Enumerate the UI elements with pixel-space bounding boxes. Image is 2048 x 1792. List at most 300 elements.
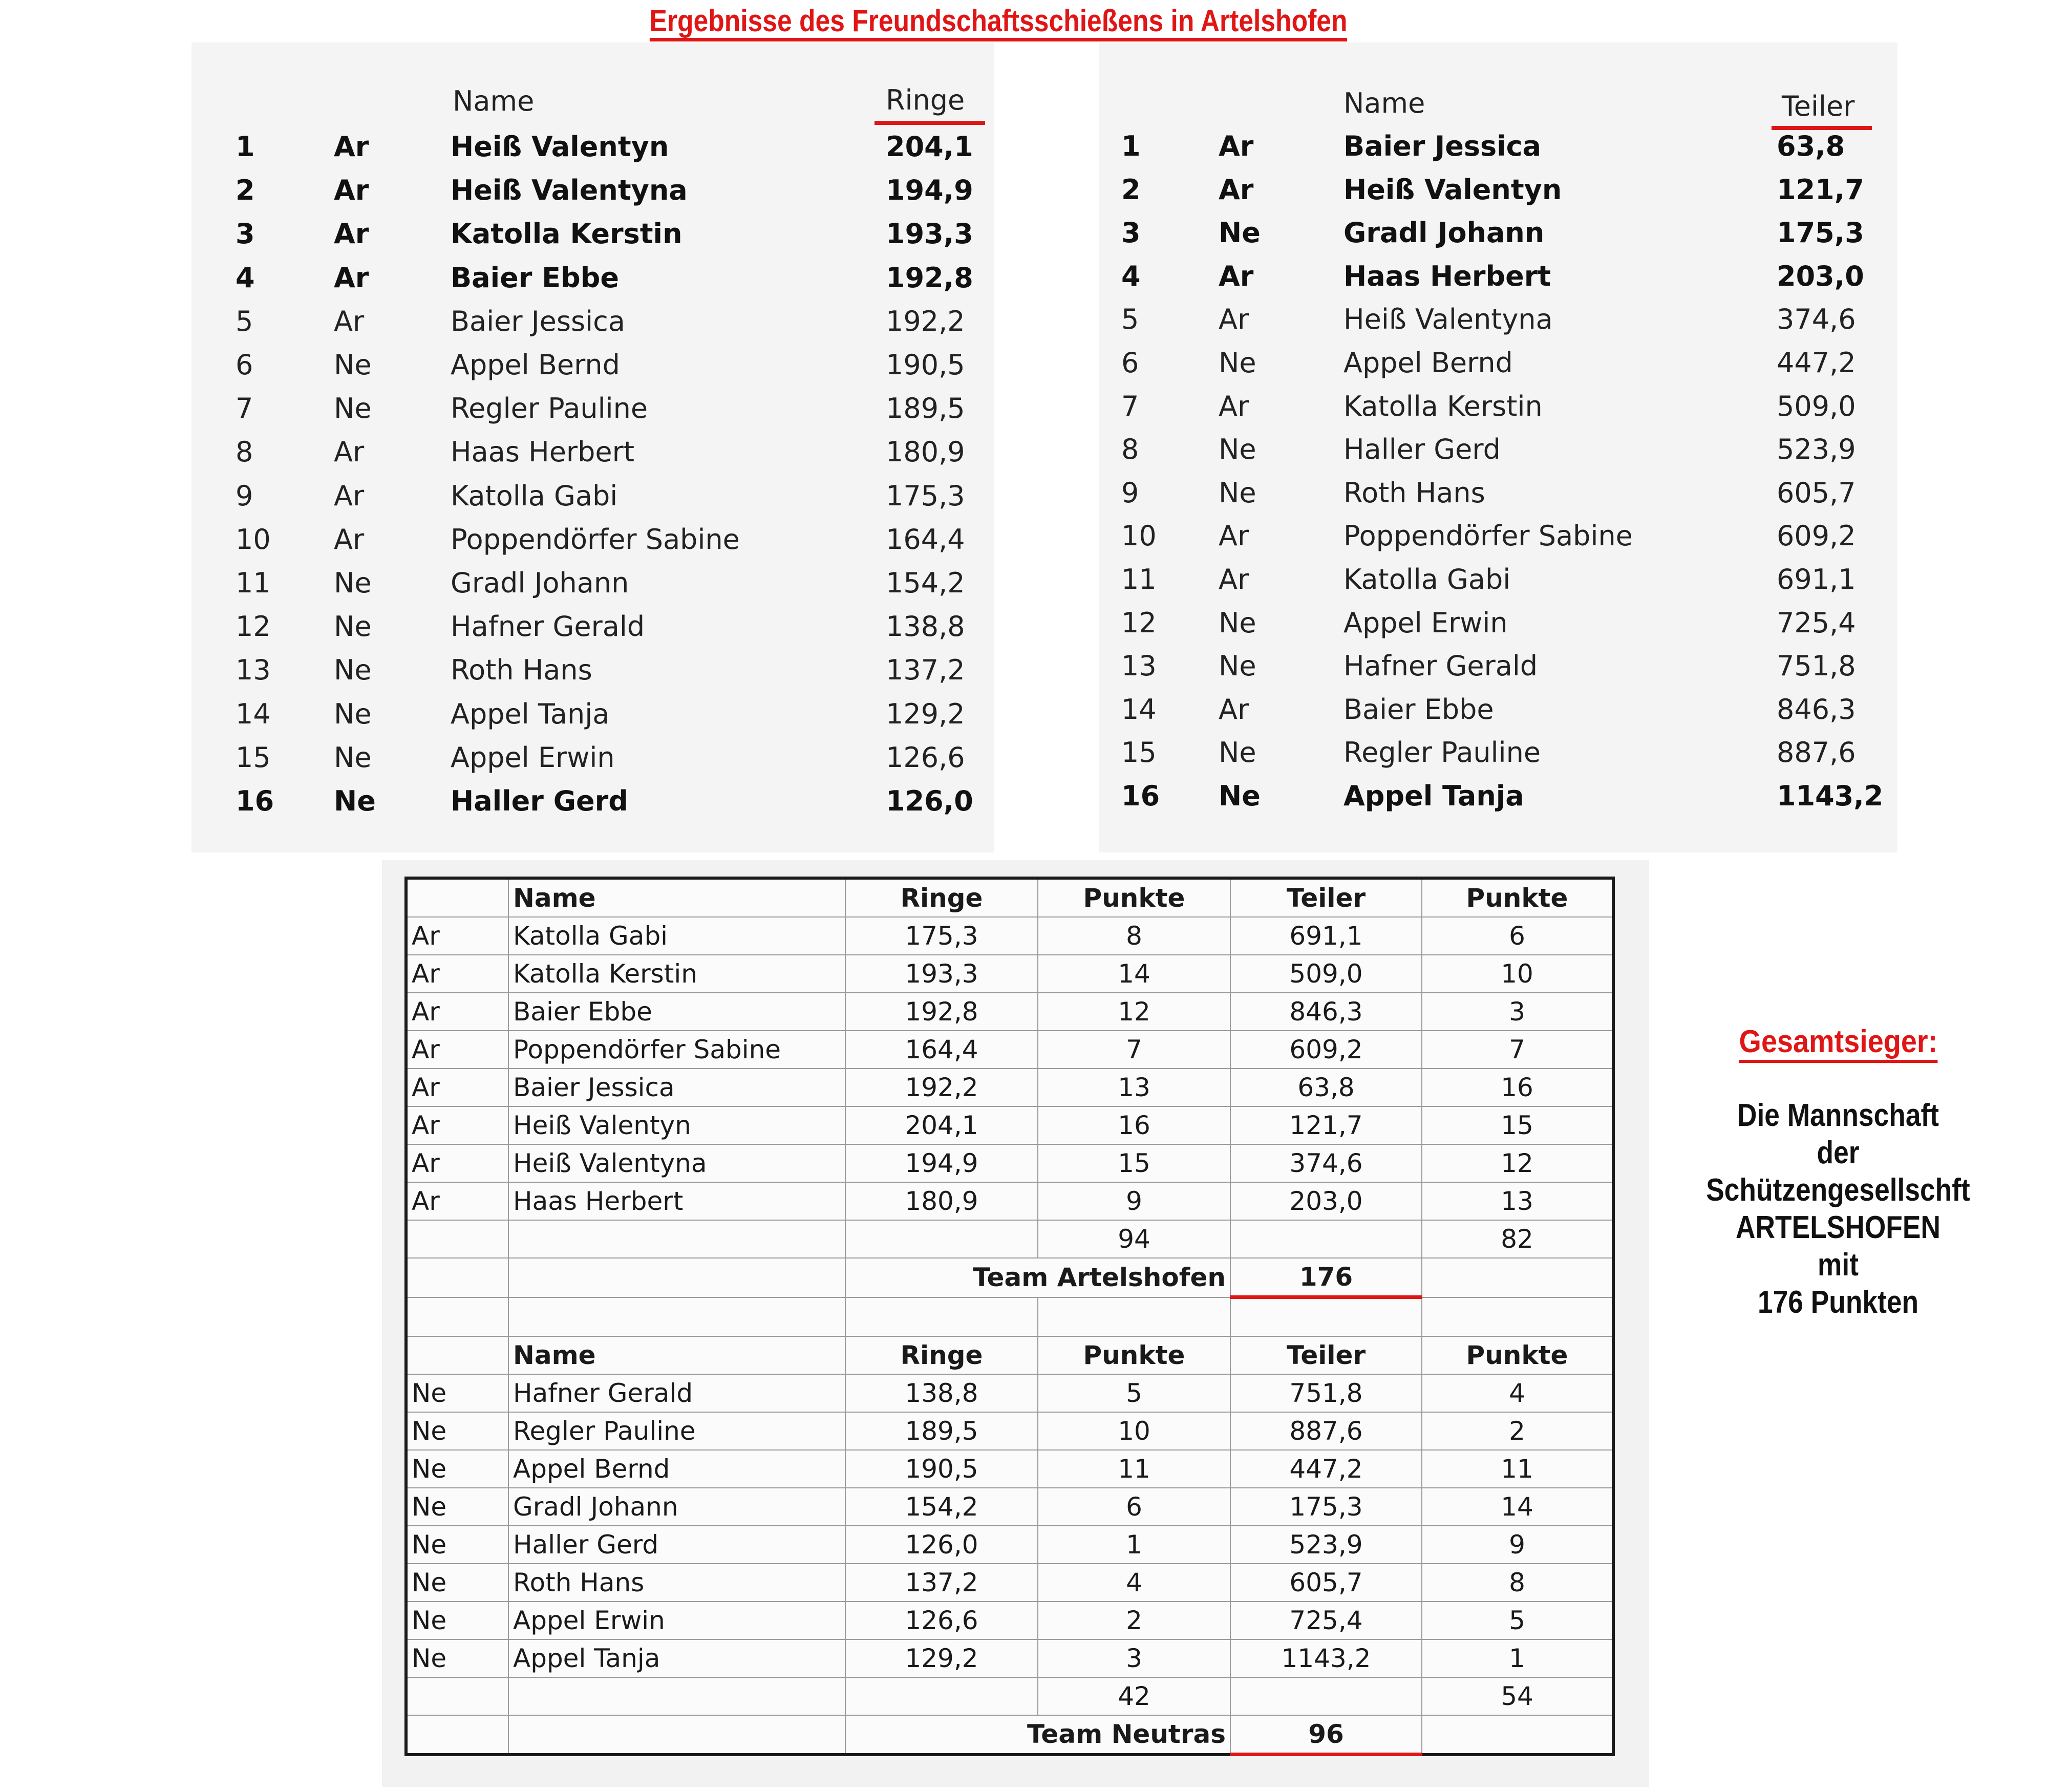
ringe-row [225,567,993,610]
cell-team: Ar [406,1031,508,1069]
cell-punkte-ringe: 1 [1038,1526,1230,1564]
teiler-row [1101,260,1869,303]
row-team: Ar [1219,260,1254,292]
table-row [406,1144,1613,1182]
winner-line: der [1817,1135,1860,1170]
row-value: 138,8 [886,610,965,643]
row-team: Ne [1219,780,1261,812]
cell-name: Heiß Valentyn [508,1106,845,1144]
row-rank: 14 [1121,693,1157,726]
row-rank: 13 [1121,650,1157,682]
teiler-row [1101,520,1869,563]
cell-ringe: 192,2 [845,1069,1038,1106]
cell-name: Katolla Kerstin [508,955,845,993]
winner-line: ARTELSHOFEN [1736,1210,1940,1245]
cell-punkte-teiler: 9 [1422,1526,1613,1564]
row-team: Ar [1219,693,1249,726]
team-label: Team Artelshofen [845,1258,1230,1297]
row-rank: 16 [1121,780,1160,812]
cell-name: Baier Ebbe [508,993,845,1031]
cell-team: Ne [406,1488,508,1526]
table-row [406,1564,1613,1602]
cell-teiler: 447,2 [1230,1450,1422,1488]
row-name: Appel Erwin [1343,606,1508,639]
row-value: 203,0 [1777,260,1864,292]
row-value: 164,4 [886,523,965,556]
teiler-header-underline [1772,126,1872,130]
cell-punkte-teiler: 15 [1422,1106,1613,1144]
results-table [404,877,1615,1756]
winner-heading: Gesamtsieger: [1739,1024,1937,1063]
ringe-row [225,305,993,348]
cell-name: Gradl Johann [508,1488,845,1526]
row-value: 121,7 [1777,173,1864,206]
cell-team: Ar [406,993,508,1031]
cell-punkte-ringe: 16 [1038,1106,1230,1144]
cell-teiler: 523,9 [1230,1526,1422,1564]
cell-name: Hafner Gerald [508,1374,845,1412]
team-total-row [406,1715,1613,1755]
row-name: Regler Pauline [451,392,648,425]
row-rank: 15 [236,741,271,774]
teiler-row [1101,174,1869,217]
teiler-row [1101,650,1869,693]
row-rank: 3 [1121,217,1141,249]
row-team: Ne [334,610,372,643]
row-rank: 2 [236,174,255,207]
row-team: Ne [334,349,372,381]
teiler-row [1101,390,1869,433]
row-team: Ar [334,174,369,207]
sum-row [406,1677,1613,1715]
row-team: Ar [334,305,365,337]
table-row [406,1374,1613,1412]
cell-ringe: 154,2 [845,1488,1038,1526]
cell-team: Ne [406,1412,508,1450]
ringe-header-underline [874,121,985,125]
cell-punkte-teiler: 2 [1422,1412,1613,1450]
cell-team: Ar [406,1182,508,1220]
cell-team: Ne [406,1602,508,1639]
row-value: 691,1 [1777,563,1856,595]
cell-punkte-ringe: 10 [1038,1412,1230,1450]
teiler-row [1101,477,1869,520]
teiler-row [1101,780,1884,823]
row-rank: 10 [1121,520,1157,552]
row-rank: 12 [1121,606,1157,639]
row-value: 63,8 [1777,130,1845,162]
ringe-row [225,131,993,174]
cell-name: Roth Hans [508,1564,845,1602]
cell-name: Poppendörfer Sabine [508,1031,845,1069]
cell-ringe: 137,2 [845,1564,1038,1602]
spacer-row [406,1297,1613,1337]
row-rank: 14 [236,697,271,730]
winner-text [1679,1097,1996,1321]
row-rank: 5 [1121,303,1139,336]
cell-punkte-teiler: 16 [1422,1069,1613,1106]
row-name: Appel Erwin [451,741,615,774]
row-value: 523,9 [1777,433,1856,466]
cell-punkte-teiler: 1 [1422,1639,1613,1677]
row-team: Ne [334,741,372,774]
row-name: Baier Jessica [1343,130,1542,162]
cell-team: Ar [406,1069,508,1106]
row-value: 129,2 [886,697,965,730]
row-name: Baier Ebbe [1343,693,1494,726]
row-name: Katolla Kerstin [1343,390,1543,422]
row-team: Ne [334,785,376,817]
cell-team: Ne [406,1526,508,1564]
table-row [406,1031,1613,1069]
row-team: Ne [1219,736,1256,769]
row-name: Heiß Valentyna [1343,303,1553,336]
row-value: 846,3 [1777,693,1856,726]
row-value: 887,6 [1777,736,1856,769]
team-total: 96 [1230,1715,1422,1755]
row-name: Katolla Gabi [1343,563,1511,595]
ringe-row [225,785,993,828]
cell-punkte-teiler: 3 [1422,993,1613,1031]
sum-punkte-teiler: 82 [1422,1220,1613,1258]
row-value: 725,4 [1777,606,1856,639]
table-row [406,1450,1613,1488]
row-value: 175,3 [1777,217,1864,249]
teiler-row [1101,217,1869,260]
cell-name: Haas Herbert [508,1182,845,1220]
cell-team: Ne [406,1564,508,1602]
row-name: Heiß Valentyna [451,174,688,207]
row-name: Haas Herbert [451,436,634,468]
row-rank: 15 [1121,736,1157,769]
table-row [406,1106,1613,1144]
table-header-row [406,1336,1613,1374]
ringe-row [225,741,993,784]
winner-line: Schützengesellschft [1706,1172,1970,1208]
cell-name: Baier Jessica [508,1069,845,1106]
row-rank: 16 [236,785,274,817]
ringe-name-header: Name [453,85,535,117]
header-ringe: Ringe [845,1336,1038,1374]
team-label: Team Neutras [845,1715,1230,1755]
cell-teiler: 725,4 [1230,1602,1422,1639]
row-rank: 8 [1121,433,1139,466]
row-rank: 6 [236,349,253,381]
row-name: Roth Hans [451,654,592,687]
row-value: 154,2 [886,567,965,599]
teiler-row [1101,347,1869,390]
cell-teiler: 203,0 [1230,1182,1422,1220]
row-rank: 7 [236,392,253,425]
sum-punkte-teiler: 54 [1422,1677,1613,1715]
row-name: Roth Hans [1343,476,1485,509]
cell-punkte-ringe: 13 [1038,1069,1230,1106]
cell-punkte-ringe: 9 [1038,1182,1230,1220]
row-name: Appel Tanja [1343,780,1524,812]
cell-teiler: 691,1 [1230,917,1422,955]
cell-team: Ar [406,1106,508,1144]
table-row [406,1639,1613,1677]
cell-ringe: 126,0 [845,1526,1038,1564]
cell-punkte-teiler: 5 [1422,1602,1613,1639]
table-row [406,1602,1613,1639]
cell-teiler: 751,8 [1230,1374,1422,1412]
sum-punkte-ringe: 42 [1038,1677,1230,1715]
overall-winner [1654,1024,2022,1321]
row-team: Ar [334,436,365,468]
row-value: 1143,2 [1777,780,1884,812]
cell-punkte-ringe: 7 [1038,1031,1230,1069]
row-name: Katolla Kerstin [451,218,682,250]
row-team: Ne [334,697,372,730]
cell-punkte-teiler: 8 [1422,1564,1613,1602]
row-name: Appel Bernd [451,349,620,381]
cell-punkte-teiler: 11 [1422,1450,1613,1488]
ringe-row [225,610,993,653]
cell-ringe: 194,9 [845,1144,1038,1182]
header-teiler: Teiler [1230,1336,1422,1374]
table-row [406,1488,1613,1526]
row-team: Ne [334,392,372,425]
cell-punkte-ringe: 3 [1038,1639,1230,1677]
ringe-value-header: Ringe [886,84,965,116]
header-punkte-teiler: Punkte [1422,878,1613,917]
teiler-row [1101,433,1869,476]
cell-teiler: 605,7 [1230,1564,1422,1602]
row-name: Appel Tanja [451,697,610,730]
teiler-row [1101,693,1869,736]
row-name: Heiß Valentyn [1343,173,1562,206]
teiler-row [1101,607,1869,650]
table-row [406,1069,1613,1106]
cell-ringe: 189,5 [845,1412,1038,1450]
row-team: Ar [1219,130,1254,162]
cell-ringe: 192,8 [845,993,1038,1031]
sum-row [406,1220,1613,1258]
row-team: Ar [1219,390,1249,422]
cell-punkte-ringe: 14 [1038,955,1230,993]
row-rank: 9 [236,479,253,512]
cell-team: Ar [406,1144,508,1182]
cell-ringe: 190,5 [845,1450,1038,1488]
cell-ringe: 204,1 [845,1106,1038,1144]
row-team: Ar [1219,303,1249,336]
cell-teiler: 609,2 [1230,1031,1422,1069]
row-name: Hafner Gerald [1343,650,1538,682]
row-value: 509,0 [1777,390,1856,422]
row-name: Katolla Gabi [451,479,618,512]
row-rank: 4 [1121,260,1141,292]
row-rank: 2 [1121,173,1141,206]
teiler-row [1101,130,1869,173]
row-rank: 13 [236,654,271,687]
row-team: Ar [334,523,365,556]
ringe-row [225,698,993,741]
cell-ringe: 138,8 [845,1374,1038,1412]
cell-teiler: 374,6 [1230,1144,1422,1182]
row-team: Ne [1219,476,1256,509]
cell-punkte-ringe: 11 [1038,1450,1230,1488]
row-team: Ar [334,218,369,250]
row-value: 192,2 [886,305,965,337]
cell-name: Appel Bernd [508,1450,845,1488]
row-team: Ar [334,131,369,163]
cell-ringe: 175,3 [845,917,1038,955]
cell-teiler: 509,0 [1230,955,1422,993]
row-name: Haller Gerd [451,785,628,817]
row-value: 180,9 [886,436,965,468]
winner-line: 176 Punkten [1757,1285,1919,1320]
row-team: Ne [1219,606,1256,639]
cell-punkte-teiler: 4 [1422,1374,1613,1412]
cell-punkte-teiler: 14 [1422,1488,1613,1526]
ringe-row [225,436,993,479]
row-name: Baier Jessica [451,305,625,337]
row-name: Regler Pauline [1343,736,1541,769]
header-team [406,878,508,917]
row-rank: 10 [236,523,271,556]
row-rank: 1 [236,131,255,163]
row-team: Ne [1219,433,1256,466]
row-rank: 5 [236,305,253,337]
cell-name: Heiß Valentyna [508,1144,845,1182]
teiler-name-header: Name [1343,87,1425,119]
row-name: Gradl Johann [1343,217,1545,249]
cell-ringe: 126,6 [845,1602,1038,1639]
cell-team: Ne [406,1374,508,1412]
cell-punkte-ringe: 15 [1038,1144,1230,1182]
table-header-row [406,878,1613,917]
header-name: Name [508,878,845,917]
cell-team: Ar [406,917,508,955]
header-ringe: Ringe [845,878,1038,917]
row-name: Haas Herbert [1343,260,1551,292]
cell-ringe: 180,9 [845,1182,1038,1220]
row-rank: 7 [1121,390,1139,422]
row-value: 204,1 [886,131,973,163]
ringe-row [225,262,993,305]
row-value: 609,2 [1777,520,1856,552]
row-name: Haller Gerd [1343,433,1501,466]
row-rank: 9 [1121,476,1139,509]
cell-teiler: 846,3 [1230,993,1422,1031]
row-name: Baier Ebbe [451,261,619,294]
row-value: 194,9 [886,174,973,207]
cell-ringe: 129,2 [845,1639,1038,1677]
row-value: 137,2 [886,654,965,687]
row-value: 126,0 [886,785,973,817]
cell-team: Ar [406,955,508,993]
teiler-row [1101,563,1869,606]
cell-name: Haller Gerd [508,1526,845,1564]
row-value: 175,3 [886,479,965,512]
cell-teiler: 887,6 [1230,1412,1422,1450]
row-team: Ne [1219,650,1256,682]
cell-teiler: 63,8 [1230,1069,1422,1106]
ringe-row [225,654,993,697]
table-row [406,1526,1613,1564]
cell-punkte-ringe: 8 [1038,917,1230,955]
row-team: Ar [1219,563,1249,595]
cell-punkte-teiler: 7 [1422,1031,1613,1069]
ringe-row [225,218,993,261]
winner-line: mit [1818,1247,1859,1283]
row-rank: 3 [236,218,255,250]
cell-name: Appel Tanja [508,1639,845,1677]
header-punkte-teiler: Punkte [1422,1336,1613,1374]
row-value: 374,6 [1777,303,1856,336]
row-name: Gradl Johann [451,567,629,599]
cell-teiler: 1143,2 [1230,1639,1422,1677]
row-value: 447,2 [1777,347,1856,379]
cell-teiler: 121,7 [1230,1106,1422,1144]
cell-punkte-ringe: 6 [1038,1488,1230,1526]
cell-punkte-teiler: 10 [1422,955,1613,993]
table-row [406,1412,1613,1450]
cell-ringe: 164,4 [845,1031,1038,1069]
ringe-row [225,349,993,392]
row-rank: 11 [1121,563,1157,595]
cell-punkte-teiler: 13 [1422,1182,1613,1220]
teiler-row [1101,736,1869,779]
row-rank: 6 [1121,347,1139,379]
ringe-row [225,480,993,523]
table-row [406,955,1613,993]
row-rank: 12 [236,610,271,643]
row-value: 605,7 [1777,476,1856,509]
teiler-value-header: Teiler [1782,90,1855,122]
winner-line: Die Mannschaft [1737,1098,1939,1133]
row-team: Ne [1219,347,1256,379]
ringe-row [225,174,993,217]
header-teiler: Teiler [1230,878,1422,917]
cell-name: Regler Pauline [508,1412,845,1450]
header-punkte: Punkte [1038,878,1230,917]
row-team: Ar [334,261,369,294]
header-punkte: Punkte [1038,1336,1230,1374]
row-value: 192,8 [886,261,973,294]
team-total: 176 [1230,1258,1422,1297]
row-name: Hafner Gerald [451,610,645,643]
cell-name: Appel Erwin [508,1602,845,1639]
ringe-row [225,392,993,435]
row-value: 190,5 [886,349,965,381]
cell-punkte-ringe: 12 [1038,993,1230,1031]
row-team: Ar [1219,520,1249,552]
row-value: 751,8 [1777,650,1856,682]
row-team: Ar [334,479,365,512]
row-value: 126,6 [886,741,965,774]
row-team: Ne [1219,217,1261,249]
cell-teiler: 175,3 [1230,1488,1422,1526]
header-team [406,1336,508,1374]
table-row [406,917,1613,955]
sum-punkte-ringe: 94 [1038,1220,1230,1258]
table-row [406,1182,1613,1220]
row-name: Appel Bernd [1343,347,1513,379]
row-team: Ne [334,654,372,687]
row-rank: 8 [236,436,253,468]
cell-punkte-ringe: 5 [1038,1374,1230,1412]
row-name: Poppendörfer Sabine [451,523,740,556]
cell-ringe: 193,3 [845,955,1038,993]
row-value: 193,3 [886,218,973,250]
cell-punkte-ringe: 2 [1038,1602,1230,1639]
row-team: Ar [1219,173,1254,206]
row-name: Heiß Valentyn [451,131,669,163]
row-rank: 4 [236,261,255,294]
document-title: Ergebnisse des Freundschaftsschießens in Artelshofen [492,3,1505,41]
